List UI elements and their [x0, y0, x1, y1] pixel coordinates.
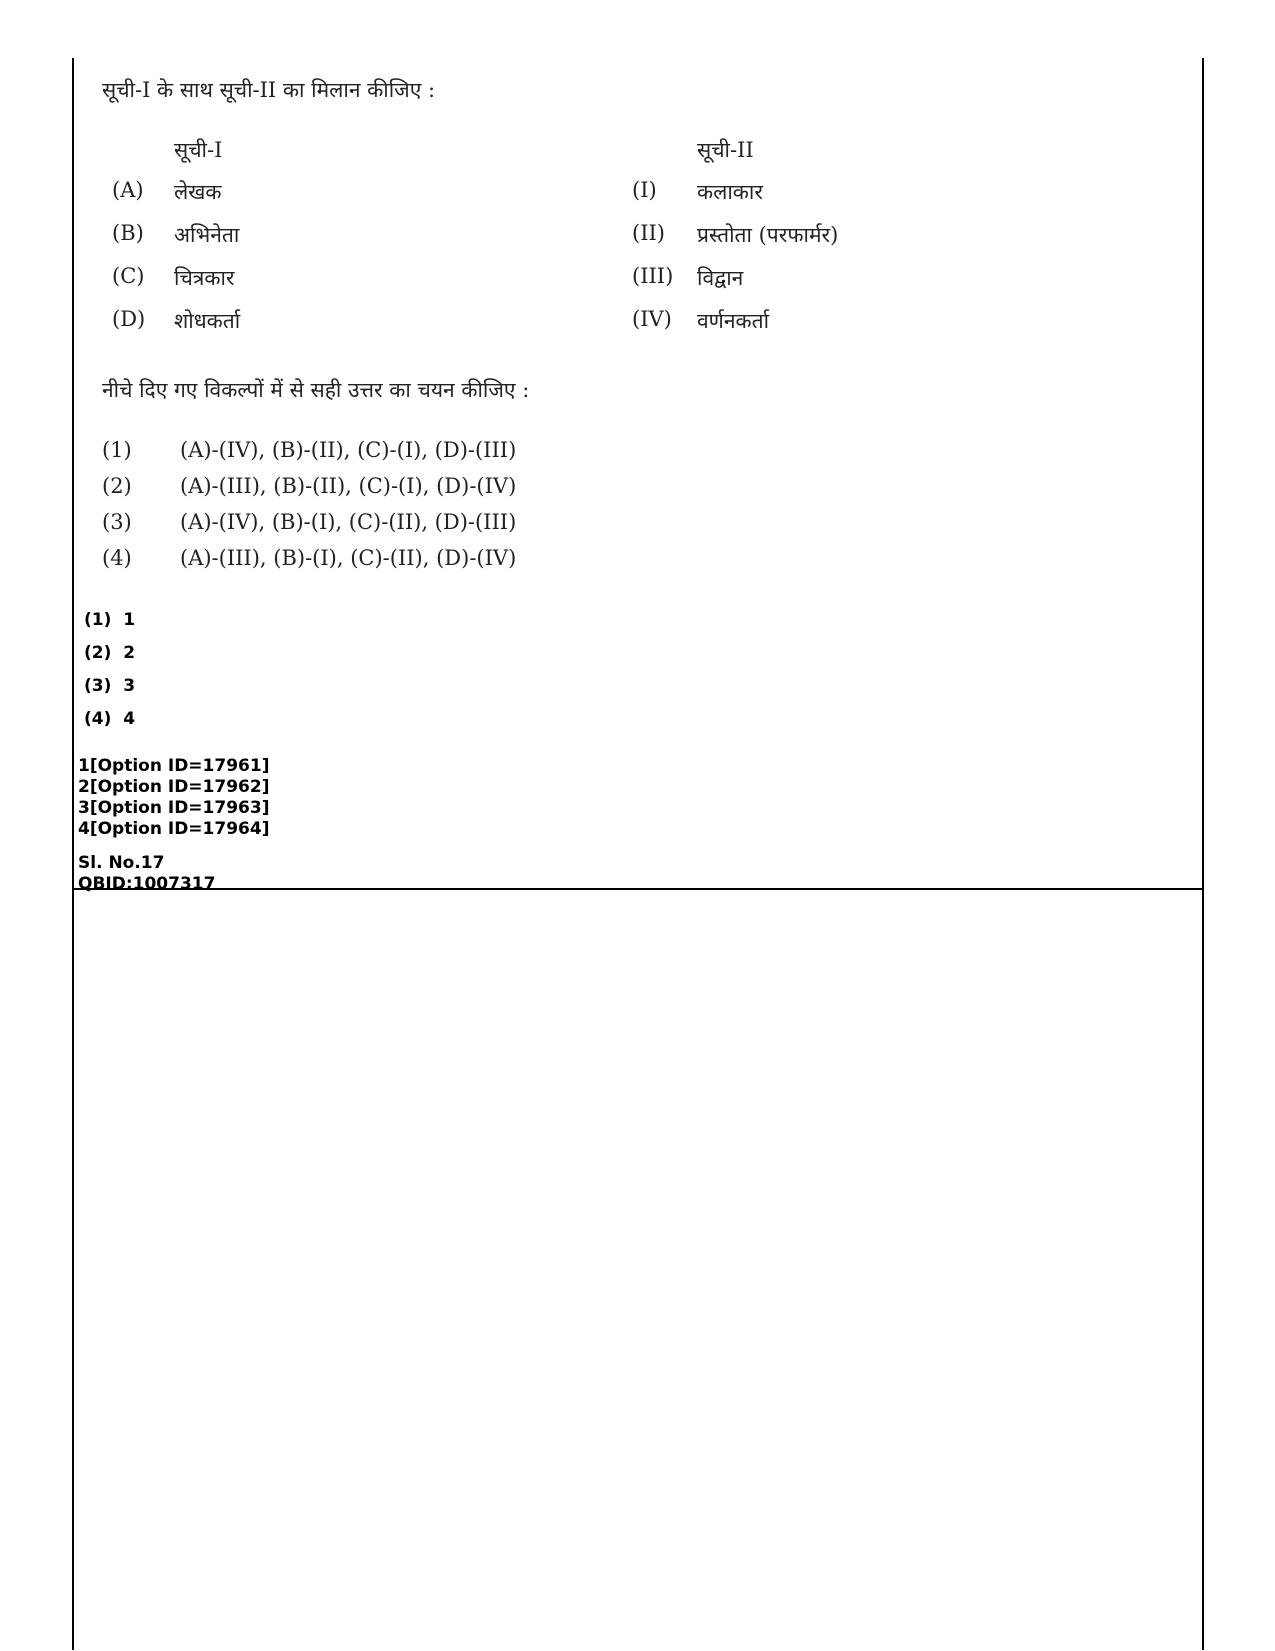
question-stem: सूची-I के साथ सूची-II का मिलान कीजिए :: [102, 78, 436, 102]
option-id: 2[Option ID=17962]: [78, 777, 270, 797]
match-row: [74, 178, 1202, 218]
choice-number: (1): [102, 438, 132, 462]
serial-number: Sl. No.17: [78, 853, 165, 873]
list2-key: (I): [632, 178, 657, 202]
option-value: 3: [123, 676, 136, 696]
list2-value: प्रस्तोता (परफार्मर): [697, 223, 839, 247]
list2-value: विद्वान: [697, 266, 744, 290]
choice-number: (2): [102, 474, 132, 498]
option-item[interactable]: [84, 709, 135, 729]
option-label: (4): [84, 709, 112, 729]
option-label: (1): [84, 610, 112, 630]
list1-value: लेखक: [174, 180, 222, 204]
choice-number: (3): [102, 510, 132, 534]
list1-key: (B): [112, 221, 144, 245]
option-value: 1: [123, 610, 136, 630]
list1-value: अभिनेता: [174, 223, 240, 247]
list2-value: कलाकार: [697, 180, 763, 204]
choice-text: (A)-(IV), (B)-(I), (C)-(II), (D)-(III): [180, 510, 517, 534]
option-item[interactable]: [84, 643, 135, 663]
answer-choice: [74, 546, 1202, 582]
answer-choice: [74, 510, 1202, 546]
list1-value: चित्रकार: [174, 266, 235, 290]
list2-key: (III): [632, 264, 674, 288]
instruction-text: नीचे दिए गए विकल्पों में से सही उत्तर का चयन कीजिए :: [102, 378, 530, 402]
answer-choice: [74, 474, 1202, 510]
list1-key: (A): [112, 178, 144, 202]
choice-text: (A)-(III), (B)-(II), (C)-(I), (D)-(IV): [180, 474, 517, 498]
option-item[interactable]: [84, 676, 135, 696]
list2-value: वर्णनकर्ता: [697, 309, 770, 333]
next-question-meta: [78, 853, 215, 895]
list2-key: (IV): [632, 307, 672, 331]
option-id: 1[Option ID=17961]: [78, 756, 270, 776]
list1-key: (D): [112, 307, 146, 331]
match-row: [74, 307, 1202, 347]
page-frame: [72, 58, 1204, 1650]
list2-key: (II): [632, 221, 665, 245]
option-label: (2): [84, 643, 112, 663]
list1-header: सूची-I: [174, 138, 223, 162]
match-row: [74, 221, 1202, 261]
question-bank-id: QBID:1007317: [78, 874, 216, 894]
option-value: 2: [123, 643, 136, 663]
option-label: (3): [84, 676, 112, 696]
option-value: 4: [123, 709, 136, 729]
list2-header: सूची-II: [697, 138, 754, 162]
choice-text: (A)-(IV), (B)-(II), (C)-(I), (D)-(III): [180, 438, 517, 462]
question-block: [74, 58, 1202, 890]
list1-key: (C): [112, 264, 145, 288]
answer-choice: [74, 438, 1202, 474]
choice-text: (A)-(III), (B)-(I), (C)-(II), (D)-(IV): [180, 546, 517, 570]
option-id-list: [78, 756, 269, 840]
choice-number: (4): [102, 546, 132, 570]
match-row: [74, 264, 1202, 304]
option-item[interactable]: [84, 610, 135, 630]
list1-value: शोधकर्ता: [174, 309, 241, 333]
option-id: 3[Option ID=17963]: [78, 798, 270, 818]
option-id: 4[Option ID=17964]: [78, 819, 270, 839]
